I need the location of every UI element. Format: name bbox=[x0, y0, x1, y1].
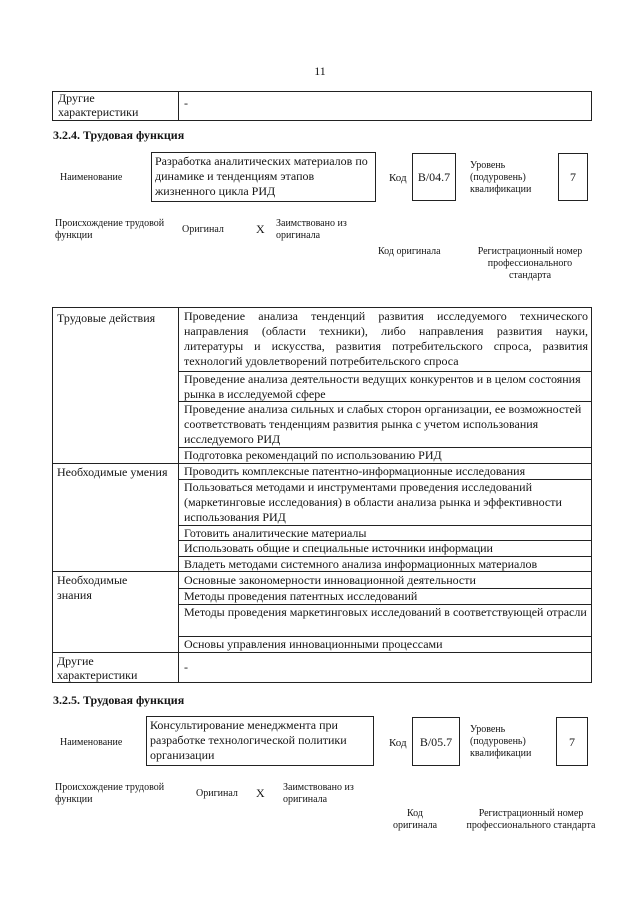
borrowed-label: Заимствовано из оригинала bbox=[276, 218, 347, 241]
group-label: Необходимые знания bbox=[57, 573, 128, 602]
divider bbox=[178, 91, 179, 120]
original-label: Оригинал bbox=[182, 224, 224, 235]
reg-number-label: Регистрационный номер профессионального стандарта bbox=[466, 808, 596, 831]
divider bbox=[52, 120, 592, 121]
section-heading: 3.2.4. Трудовая функция bbox=[53, 128, 185, 142]
level-value: 7 bbox=[569, 735, 575, 749]
divider bbox=[52, 682, 592, 683]
table-row: Пользоваться методами и инструментами проведения исследований (маркетинговые исследования) в области анализа рынка и эффективности использования РИД bbox=[184, 480, 562, 524]
group-label: Трудовые действия bbox=[57, 311, 156, 325]
borrowed-label: Заимствовано из оригинала bbox=[283, 782, 354, 805]
name-label: Наименование bbox=[60, 737, 123, 748]
code-label: Код bbox=[389, 737, 407, 749]
code-original-label: Код оригинала bbox=[378, 246, 441, 257]
table-row: Проведение анализа тенденций развития исследуемого технического направления (области техники), либо направления развития науки, литературы и искусства, развития потребительского спроса, развития технологий удовлетворений потребительского спроса bbox=[184, 309, 588, 368]
function-name: Консультирование менеджмента при разработке технологической политики организации bbox=[150, 718, 347, 762]
table-row: Готовить аналитические материалы bbox=[184, 526, 367, 540]
page-number: 11 bbox=[314, 64, 326, 78]
top-other-label: Другие характеристики bbox=[58, 91, 139, 119]
divider bbox=[591, 307, 592, 682]
function-name: Разработка аналитических материалов по динамике и тенденциям этапов жизненного цикла РИД bbox=[155, 154, 368, 198]
divider bbox=[591, 91, 592, 120]
divider bbox=[52, 652, 592, 653]
table-row: Основные закономерности инновационной деятельности bbox=[184, 573, 476, 587]
table-row: Проведение анализа деятельности ведущих конкурентов и в целом состояния рынка в исследуемой сфере bbox=[184, 372, 581, 401]
table-row: Проведение анализа сильных и слабых сторон организации, ее возможностей соответствовать тенденциям развития рынка с учетом использования исследуемого РИД bbox=[184, 402, 582, 446]
name-label: Наименование bbox=[60, 172, 123, 183]
reg-number-label: Регистрационный номер профессионального стандарта bbox=[477, 246, 583, 281]
origin-label: Происхождение трудовой функции bbox=[55, 218, 165, 241]
code-value: B/04.7 bbox=[417, 170, 451, 184]
table-row: Использовать общие и специальные источники информации bbox=[184, 541, 493, 555]
group-label: Необходимые умения bbox=[57, 465, 168, 479]
level-value: 7 bbox=[570, 170, 576, 184]
table-row: Владеть методами системного анализа информационных материалов bbox=[184, 557, 538, 571]
table-row: - bbox=[184, 660, 188, 674]
code-label: Код bbox=[389, 172, 407, 184]
original-label: Оригинал bbox=[196, 788, 238, 799]
x-mark: X bbox=[256, 786, 265, 800]
table-row: Методы проведения патентных исследований bbox=[184, 589, 418, 603]
code-value: B/05.7 bbox=[419, 735, 453, 749]
divider bbox=[52, 307, 592, 308]
section-heading: 3.2.5. Трудовая функция bbox=[53, 693, 185, 707]
top-other-value: - bbox=[184, 96, 188, 110]
table-row: Проводить комплексные патентно-информационные исследования bbox=[184, 464, 526, 478]
x-mark: X bbox=[256, 222, 265, 236]
group-label: Другие характеристики bbox=[57, 654, 138, 682]
table-row: Основы управления инновационными процессами bbox=[184, 637, 443, 651]
table-row: Методы проведения маркетинговых исследований в соответствующей отрасли bbox=[184, 605, 587, 619]
level-label: Уровень (подуровень) квалификации bbox=[470, 724, 532, 759]
code-original-label: Код оригинала bbox=[392, 808, 438, 831]
level-label: Уровень (подуровень) квалификации bbox=[470, 160, 532, 195]
origin-label: Происхождение трудовой функции bbox=[55, 782, 165, 805]
divider bbox=[52, 307, 53, 682]
divider bbox=[52, 91, 53, 120]
table-row: Подготовка рекомендаций по использованию РИД bbox=[184, 448, 442, 462]
divider bbox=[178, 307, 179, 682]
